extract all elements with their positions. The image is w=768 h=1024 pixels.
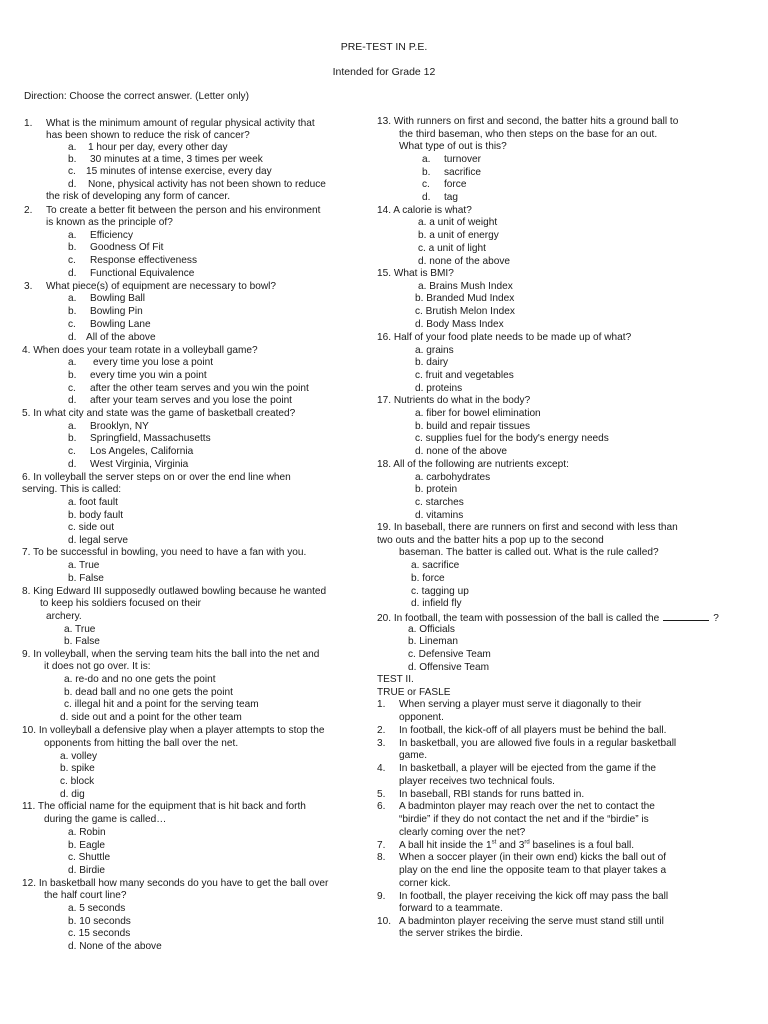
option: b. force [411,573,445,584]
statement: play on the end line the opposite team to that player takes a [399,865,667,876]
question-text: the half court line? [44,890,127,901]
question-text: 17. Nutrients do what in the body? [377,395,531,406]
statement: In basketball, you are allowed five fouls in a regular basketball [399,738,677,749]
option-letter: b. [68,370,77,381]
option-letter: b. [422,167,431,178]
option-text: None, physical activity has not been shown to reduce [88,179,326,190]
statement: forward to a teammate. [399,903,503,914]
option: d. dig [60,789,85,800]
question-text: 8. King Edward III supposedly outlawed bowling because he wanted [22,586,327,597]
option-text: Brooklyn, NY [90,421,149,432]
question-text: to keep his soldiers focused on their [40,598,202,609]
page-title: PRE-TEST IN P.E. [340,41,428,53]
statement: In basketball, a player will be ejected from the game if the [399,763,656,774]
option-letter: b. [68,306,77,317]
option-letter: a. [68,230,77,241]
option: b. a unit of energy [418,230,499,241]
option: a. grains [415,345,454,356]
question-text: has been shown to reduce the risk of cancer? [46,130,250,141]
question-text: What piece(s) of equipment are necessary to bowl? [46,281,277,292]
option-text: Bowling Pin [90,306,143,317]
question-number: 3. [24,281,33,292]
option-letter: a. [422,154,431,165]
question-text: serving. This is called: [22,484,122,495]
option: d. vitamins [415,510,464,521]
option-text: force [444,179,467,190]
option-letter: b. [68,433,77,444]
option-text: West Virginia, Virginia [90,459,189,470]
option: a. a unit of weight [418,217,498,228]
option-letter: c. [68,166,76,177]
option: b. Eagle [68,840,106,851]
option: c. Brutish Melon Index [415,306,515,317]
option: b. False [68,573,104,584]
section-subheading: TRUE or FASLE [377,687,451,698]
question-text: 7. To be successful in bowling, you need to have a fan with you. [22,547,307,558]
item-number: 6. [377,801,386,812]
option: a. carbohydrates [415,472,491,483]
question-text-main: 20. In football, the team with possession of the ball is called the [377,613,660,624]
statement: When a soccer player (in their own end) kicks the ball out of [399,852,667,863]
statement: “birdie” if they do not contact the net and if the “birdie” is [399,814,649,825]
statement: the server strikes the birdie. [399,928,523,939]
option-letter: d. [422,192,431,203]
direction-text: Direction: Choose the correct answer. (Letter only) [24,91,249,102]
option: c. Shuttle [68,852,111,863]
option-text: 30 minutes at a time, 3 times per week [90,154,263,165]
option-letter: d. [68,332,77,343]
option: b. False [64,636,100,647]
option: b. dairy [415,357,449,368]
option: d. Birdie [68,865,106,876]
option: b. body fault [68,510,123,521]
option: c. 15 seconds [68,928,131,939]
question-number: 1. [24,118,33,129]
question-text: baseman. The batter is called out. What is the rule called? [399,547,659,558]
question-text: What is the minimum amount of regular physical activity that [46,118,315,129]
item-number: 2. [377,725,386,736]
option-letter: d. [68,459,77,470]
question-text: 10. In volleyball a defensive play when a player attempts to stop the [22,725,325,736]
option-text: the risk of developing any form of cancer. [46,191,231,202]
statement: In football, the kick-off of all players must be behind the ball. [399,725,667,736]
option-letter: c. [68,446,76,457]
option-letter: c. [68,319,76,330]
question-text: 11. The official name for the equipment that is hit back and forth [22,801,306,812]
option-text: every time you win a point [90,370,207,381]
option-letter: c. [68,255,76,266]
option: c. tagging up [411,586,469,597]
option: d. none of the above [415,446,508,457]
question-text: 6. In volleyball the server steps on or over the end line when [22,472,291,483]
question-text: 14. A calorie is what? [377,205,472,216]
statement-part: A ball hit inside the 1 [399,840,492,851]
option: b. spike [60,763,95,774]
option: d. Offensive Team [408,662,489,673]
option: c. a unit of light [418,243,486,254]
option-text: sacrifice [444,167,482,178]
option-text: Efficiency [90,230,134,241]
statement-part: baselines is a foul ball. [529,840,635,851]
option-text: Goodness Of Fit [90,242,164,253]
statement: game. [399,750,428,761]
option: a. Brains Mush Index [418,281,513,292]
option-letter: a. [68,293,77,304]
item-number: 3. [377,738,386,749]
option: d. none of the above [418,256,511,267]
option-text: All of the above [86,332,156,343]
statement: A badminton player receiving the serve must stand still until [399,916,664,927]
option-text: after the other team serves and you win the point [90,383,309,394]
question-text: What type of out is this? [399,141,507,152]
item-number: 4. [377,763,386,774]
question-text: 9. In volleyball, when the serving team hits the ball into the net and [22,649,320,660]
option: d. infield fly [411,598,462,609]
option: d. side out and a point for the other team [60,712,242,723]
option-letter: d. [68,268,77,279]
option-letter: a. [68,142,77,153]
option-text: Bowling Lane [90,319,151,330]
option-text: 1 hour per day, every other day [88,142,228,153]
statement: In baseball, RBI stands for runs batted in. [399,789,585,800]
option: d. None of the above [68,941,162,952]
question-text: 18. All of the following are nutrients except: [377,459,569,470]
option: a. Robin [68,827,106,838]
statement: When serving a player must serve it diagonally to their [399,699,642,710]
question-text: 4. When does your team rotate in a volleyball game? [22,345,258,356]
item-number: 9. [377,891,386,902]
option: c. supplies fuel for the body's energy needs [415,433,609,444]
item-number: 5. [377,789,386,800]
option-letter: c. [68,383,76,394]
option: b. Branded Mud Index [415,293,515,304]
option-text: turnover [444,154,482,165]
option: b. 10 seconds [68,916,131,927]
option: c. side out [68,522,115,533]
option-letter: c. [422,179,430,190]
question-text: 5. In what city and state was the game of basketball created? [22,408,296,419]
question-text: 15. What is BMI? [377,268,454,279]
option: a. True [68,560,100,571]
option: c. Defensive Team [408,649,491,660]
option-text: Los Angeles, California [90,446,194,457]
option: a. volley [60,751,98,762]
question-text: 12. In basketball how many seconds do you have to get the ball over [22,878,329,889]
option: b. dead ball and no one gets the point [64,687,233,698]
statement: A badminton player may reach over the net to contact the [399,801,655,812]
statement [399,840,634,853]
statement: corner kick. [399,878,451,889]
option: d. proteins [415,383,463,394]
ordinal-suffix: rd [524,839,530,846]
option-text: 15 minutes of intense exercise, every day [86,166,272,177]
ordinal-suffix: st [491,839,497,846]
statement: opponent. [399,712,444,723]
question-text: the third baseman, who then steps on the base for an out. [399,129,658,140]
option: a. fiber for bowel elimination [415,408,541,419]
option-letter: a. [68,421,77,432]
question-text: To create a better fit between the person and his environment [46,205,321,216]
option: c. fruit and vegetables [415,370,514,381]
option-letter: d. [68,179,77,190]
option: a. sacrifice [411,560,460,571]
item-number: 7. [377,840,386,851]
statement: player receives two technical fouls. [399,776,555,787]
option: a. Officials [408,624,455,635]
question-text: 16. Half of your food plate needs to be made up of what? [377,332,632,343]
question-text: archery. [46,611,82,622]
statement: In football, the player receiving the kick off may pass the ball [399,891,669,902]
question-mark: ? [713,613,719,624]
option-letter: d. [68,395,77,406]
question-text: opponents from hitting the ball over the net. [44,738,239,749]
page-subtitle: Intended for Grade 12 [332,66,436,78]
option: a. re-do and no one gets the point [64,674,216,685]
option: d. legal serve [68,535,129,546]
option-letter: b. [68,242,77,253]
option-text: Functional Equivalence [90,268,195,279]
item-number: 10. [377,916,392,927]
section-heading: TEST II. [377,674,414,685]
option-letter: a. [68,357,77,368]
option: a. True [64,624,96,635]
option: d. Body Mass Index [415,319,504,330]
option: b. build and repair tissues [415,421,531,432]
option-text: tag [444,192,459,203]
question-text: is known as the principle of? [46,217,173,228]
option: b. Lineman [408,636,458,647]
item-number: 8. [377,852,386,863]
statement-part: and 3 [496,840,525,851]
option: c. starches [415,497,464,508]
option: a. 5 seconds [68,903,126,914]
question-text: two outs and the batter hits a pop up to the second [377,535,604,546]
option-text: Response effectiveness [90,255,197,266]
question-text: it does not go over. It is: [44,661,151,672]
option-text: after your team serves and you lose the point [90,395,292,406]
option: a. foot fault [68,497,118,508]
question-number: 2. [24,205,33,216]
option-text: Springfield, Massachusetts [90,433,211,444]
option-text: every time you lose a point [93,357,214,368]
option: c. illegal hit and a point for the serving team [64,699,259,710]
answer-blank-line [663,611,709,621]
option-text: Bowling Ball [90,293,145,304]
option: b. protein [415,484,458,495]
question-text: during the game is called… [44,814,167,825]
item-number: 1. [377,699,386,710]
statement: clearly coming over the net? [399,827,526,838]
question-text: 19. In baseball, there are runners on first and second with less than [377,522,678,533]
option: c. block [60,776,95,787]
option-letter: b. [68,154,77,165]
question-text: 13. With runners on first and second, the batter hits a ground ball to [377,116,679,127]
